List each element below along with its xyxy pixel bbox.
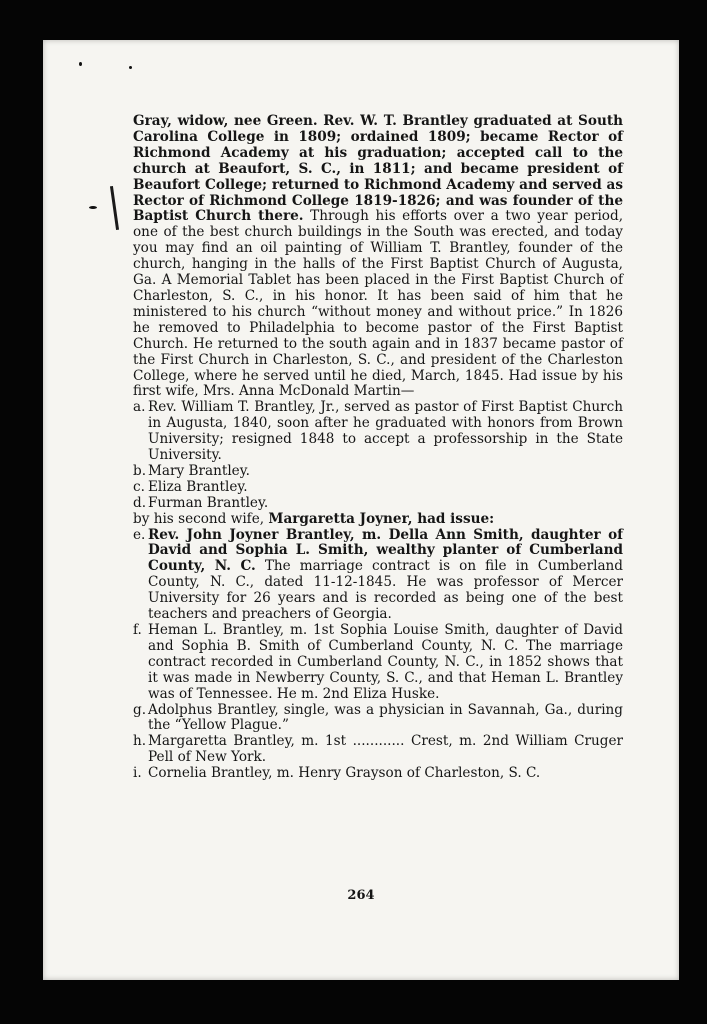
- list-item: [133, 734, 623, 766]
- list-item: [133, 464, 623, 480]
- list-item: [133, 703, 623, 735]
- list-item: [133, 528, 623, 623]
- scan-speck: [89, 206, 97, 209]
- intro-lead: Gray, widow, nee Green. Rev. W. T. Brantley graduated at South Carolina College in 1809; ordained 1809; became Rector of Richmond Academy at his graduation; accepted call to the church at Beaufort, S. C., in 1811; and became president of Beaufort College; returned to Richmond Academy and served as Rector of Richmond College 1819-1826; and was founder of the Baptist Church there.: [133, 113, 623, 225]
- list-text: Mary Brantley.: [148, 462, 250, 479]
- list-letter: a.: [133, 399, 146, 416]
- scan-speck: [79, 62, 82, 66]
- list-letter: h.: [133, 733, 147, 750]
- list-letter: b.: [133, 462, 147, 479]
- page-number: 264: [347, 888, 375, 903]
- list-item: [133, 400, 623, 464]
- second-wife-name: Margaretta Joyner, had issue:: [268, 510, 495, 527]
- list-text: The marriage contract is on file in Cumberland County, N. C., dated 11-12-1845. He was professor of Mercer University for 26 years and is recorded as being one of the best teachers and preachers of Georgia.: [148, 558, 624, 623]
- second-wife-line: [133, 512, 623, 528]
- list-text-bold: Rev. John Joyner Brantley, m. Della Ann Smith, daughter of David and Sophia L. Smith, wealthy planter of Cumberland County, N. C.: [148, 526, 623, 575]
- list-letter: f.: [133, 622, 142, 638]
- document-page: [43, 40, 679, 980]
- scan-speck: [129, 66, 132, 69]
- list-item: [133, 623, 623, 703]
- list-letter: i.: [133, 765, 142, 782]
- margin-mark: [110, 186, 119, 230]
- list-text: Furman Brantley.: [148, 494, 269, 511]
- list-letter: c.: [133, 478, 145, 495]
- list-text: Rev. William T. Brantley, Jr., served as pastor of First Baptist Church in Augusta, 1840, soon after he graduated with honors from Brown University; resigned 1848 to accept a professorship in the State University.: [148, 399, 623, 464]
- body-text: [133, 114, 623, 782]
- list-item: [133, 480, 623, 496]
- list-text: Margaretta Brantley, m. 1st ............ Crest, m. 2nd William Cruger Pell of New York.: [148, 733, 623, 766]
- list-text: Adolphus Brantley, single, was a physician in Savannah, Ga., during the “Yellow Plague.”: [148, 701, 623, 734]
- list-text: Heman L. Brantley, m. 1st Sophia Louise Smith, daughter of David and Sophia B. Smith of Cumberland County, N. C. The marriage contract recorded in Cumberland County, N. C., in 1852 shows that it was made in Newberry County, S. C., and that Heman L. Brantley was of Tennessee. He m. 2nd Eliza Huske.: [148, 622, 623, 702]
- list-item: [133, 766, 623, 782]
- list-text: Cornelia Brantley, m. Henry Grayson of Charleston, S. C.: [148, 765, 541, 782]
- list-letter: e.: [133, 526, 146, 543]
- list-letter: d.: [133, 494, 147, 511]
- list-text: Eliza Brantley.: [148, 478, 248, 495]
- list-letter: g.: [133, 701, 147, 718]
- second-wife-prefix: by his second wife,: [133, 510, 269, 527]
- intro-paragraph: [133, 114, 623, 400]
- list-item: [133, 496, 623, 512]
- intro-rest: Through his efforts over a two year period, one of the best church buildings in the South was erected, and today you may find an oil painting of William T. Brantley, founder of the church, hanging in the halls of the First Baptist Church of Augusta, Ga. A Memorial Tablet has been placed in the First Baptist Church of Charleston, S. C., in his honor. It has been said of him that he ministered to his church “without money and without price.” In 1826 he removed to Philadelphia to become pastor of the First Baptist Church. He returned to the south again and in 1837 became pastor of the First Church in Charleston, S. C., and president of the Charleston College, where he served until he died, March, 1845. Had issue by his first wife, Mrs. Anna McDonald Martin—: [133, 208, 624, 400]
